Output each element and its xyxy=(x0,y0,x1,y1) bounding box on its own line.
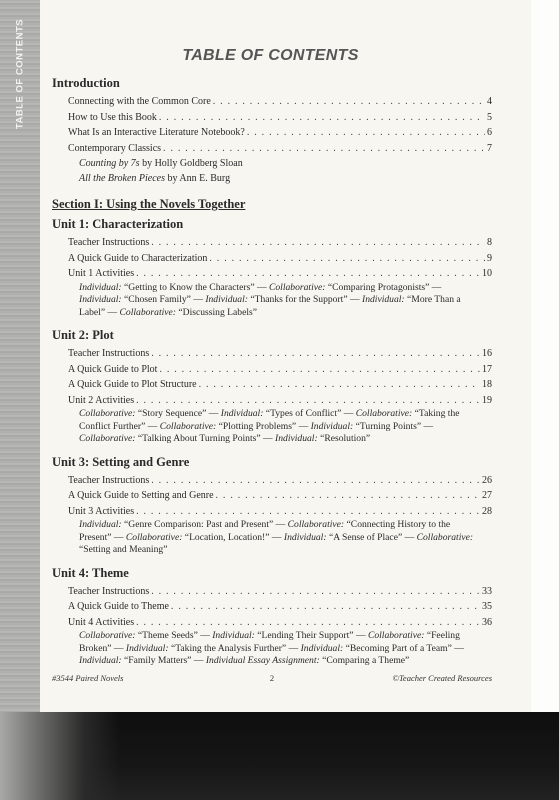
dot-leader xyxy=(247,125,485,141)
toc-entry[interactable] xyxy=(52,125,492,141)
activity-type: Collaborative: xyxy=(159,420,217,432)
activity-type: Individual Essay Assignment: xyxy=(205,655,320,666)
activity-name: “Taking the Conflict Further” — xyxy=(79,408,460,432)
activity-type: Individual: xyxy=(79,281,122,293)
activity-type: Collaborative: xyxy=(268,281,326,293)
entry-page-number: 18 xyxy=(482,379,492,390)
dot-leader xyxy=(159,110,485,126)
activity-name: “Turning Points” — xyxy=(353,420,434,432)
footer-publisher: ©Teacher Created Resources xyxy=(392,673,492,683)
dot-leader xyxy=(209,251,485,267)
entry-page-number: 26 xyxy=(482,474,492,486)
book-author: by Holly Goldberg Sloan xyxy=(139,158,243,169)
dot-leader xyxy=(136,266,480,282)
entry-page-number: 27 xyxy=(482,490,492,501)
page-title: TABLE OF CONTENTS xyxy=(182,47,359,64)
entry-page-number: 33 xyxy=(482,585,492,597)
activity-name: “More Than a Label” — xyxy=(79,294,461,318)
entry-page-number: 7 xyxy=(487,142,492,154)
toc-unit-3 xyxy=(52,454,492,557)
activity-type: Collaborative: xyxy=(367,630,425,641)
entry-page-number: 19 xyxy=(482,394,492,406)
scan-margin xyxy=(531,0,559,712)
section-heading: Section I: Using the Novels Together xyxy=(52,197,246,211)
activity-name: “Family Matters” — xyxy=(121,655,206,666)
dot-leader xyxy=(136,393,480,409)
dot-leader xyxy=(151,584,480,600)
toc-entry[interactable] xyxy=(52,266,492,282)
toc-heading: Introduction xyxy=(52,76,120,90)
entry-label: A Quick Guide to Plot Structure xyxy=(68,379,197,390)
dot-leader xyxy=(159,362,480,378)
activity-name: “Talking About Turning Points” — xyxy=(135,433,276,444)
activity-type: Collaborative: xyxy=(416,531,474,543)
entry-label: Teacher Instructions xyxy=(68,474,150,486)
dot-leader xyxy=(136,615,480,631)
entry-label: Unit 3 Activities xyxy=(68,505,135,517)
dot-leader xyxy=(163,141,485,157)
activity-name: “Chosen Family” — xyxy=(121,294,206,305)
activity-name: “Comparing a Theme” xyxy=(319,655,410,666)
book-title: Counting by 7s xyxy=(79,158,140,169)
entry-page-number: 4 xyxy=(487,96,492,107)
entry-label: A Quick Guide to Setting and Genre xyxy=(68,490,214,501)
entry-page-number: 35 xyxy=(482,601,492,612)
featured-book xyxy=(52,156,492,171)
entry-label: A Quick Guide to Theme xyxy=(68,601,169,612)
entry-page-number: 36 xyxy=(482,616,492,628)
toc-entry[interactable] xyxy=(52,110,492,126)
spine-tab xyxy=(0,0,40,712)
activity-name: “Becoming Part of a Team” — xyxy=(343,642,464,654)
toc-entry[interactable] xyxy=(52,584,492,600)
activity-type: Individual: xyxy=(300,642,344,654)
dot-leader xyxy=(151,473,480,489)
activity-name: “Theme Seeds” — xyxy=(135,630,213,641)
entry-page-number: 17 xyxy=(482,363,492,375)
toc-section-heading xyxy=(52,196,492,212)
entry-label: Teacher Instructions xyxy=(68,348,150,359)
toc-entry[interactable] xyxy=(52,615,492,631)
entry-page-number: 6 xyxy=(487,127,492,138)
scan-background xyxy=(0,712,559,800)
toc-content xyxy=(52,75,492,668)
entry-label: Teacher Instructions xyxy=(68,585,150,597)
entry-label: Connecting with the Common Core xyxy=(68,96,211,107)
activity-type: Individual: xyxy=(362,294,405,305)
page-number: 2 xyxy=(269,673,275,683)
activity-type: Individual: xyxy=(79,519,122,530)
toc-entry[interactable] xyxy=(52,94,492,110)
activity-name: “Getting to Know the Characters” — xyxy=(121,281,269,293)
entry-label: How to Use this Book xyxy=(68,111,157,123)
toc-entry[interactable] xyxy=(52,504,492,520)
activity-type: Collaborative: xyxy=(287,519,345,530)
unit-activities xyxy=(52,630,492,668)
entry-label: Teacher Instructions xyxy=(68,237,150,248)
toc-entry[interactable] xyxy=(52,377,492,393)
entry-page-number: 9 xyxy=(487,252,492,264)
book-title: All the Broken Pieces xyxy=(79,173,165,184)
entry-label: Contemporary Classics xyxy=(68,142,162,154)
activity-name: “A Sense of Place” — xyxy=(326,531,417,543)
spine-label: TABLE OF CONTENTS xyxy=(14,18,26,130)
toc-entry[interactable] xyxy=(52,141,492,157)
toc-unit-1 xyxy=(52,216,492,319)
activity-name: “Feeling Broken” — xyxy=(79,630,460,654)
activity-name: “Plotting Problems” — xyxy=(216,420,311,432)
toc-entry[interactable] xyxy=(52,393,492,409)
activity-type: Individual: xyxy=(283,531,327,543)
toc-introduction xyxy=(52,75,492,186)
activity-type: Collaborative: xyxy=(79,408,136,419)
activity-type: Collaborative: xyxy=(355,408,413,419)
activity-type: Collaborative: xyxy=(119,306,176,318)
activity-name: “Setting and Meaning” xyxy=(79,544,168,555)
entry-label: A Quick Guide to Characterization xyxy=(68,252,208,264)
toc-entry[interactable] xyxy=(52,346,492,362)
dot-leader xyxy=(199,377,480,393)
toc-entry[interactable] xyxy=(52,235,492,251)
dot-leader xyxy=(171,599,480,615)
unit-heading: Unit 1: Characterization xyxy=(52,217,184,231)
activity-name: “Genre Comparison: Past and Present” — xyxy=(121,519,288,530)
unit-activities xyxy=(52,282,492,320)
activity-name: “Location, Location!” — xyxy=(182,531,284,543)
activity-name: “Taking the Analysis Further” — xyxy=(168,642,301,654)
toc-entry[interactable] xyxy=(52,362,492,378)
toc-entry[interactable] xyxy=(52,599,492,615)
unit-heading: Unit 4: Theme xyxy=(52,565,129,580)
toc-unit-4 xyxy=(52,565,492,668)
activity-name: “Resolution” xyxy=(317,433,371,444)
entry-label: Unit 2 Activities xyxy=(68,394,135,406)
activity-type: Individual: xyxy=(79,655,122,666)
activity-type: Collaborative: xyxy=(79,630,136,641)
entry-label: Unit 4 Activities xyxy=(68,616,135,628)
activity-name: “Lending Their Support” — xyxy=(254,630,368,641)
dot-leader xyxy=(151,346,480,362)
toc-entry[interactable] xyxy=(52,473,492,489)
dot-leader xyxy=(136,504,480,520)
activity-type: Individual: xyxy=(275,433,318,444)
activity-type: Collaborative: xyxy=(125,531,183,543)
book-author: by Ann E. Burg xyxy=(164,173,231,184)
entry-page-number: 28 xyxy=(482,505,492,517)
toc-entry[interactable] xyxy=(52,488,492,504)
unit-activities xyxy=(52,519,492,557)
activity-type: Individual: xyxy=(79,294,122,305)
entry-page-number: 16 xyxy=(482,348,492,359)
unit-heading: Unit 3: Setting and Genre xyxy=(52,454,190,469)
activity-type: Collaborative: xyxy=(79,433,136,444)
toc-unit-2 xyxy=(52,327,492,446)
entry-page-number: 5 xyxy=(487,111,492,123)
activity-name: “Connecting History to the Present” — xyxy=(79,519,451,543)
dot-leader xyxy=(213,94,485,110)
entry-page-number: 10 xyxy=(482,268,492,279)
activity-name: “Types of Conflict” — xyxy=(263,408,356,419)
activity-name: “Story Sequence” — xyxy=(135,408,221,419)
activity-type: Individual: xyxy=(220,408,264,419)
footer-book-number: #3544 Paired Novels xyxy=(52,673,124,683)
activity-name: “Thanks for the Support” — xyxy=(247,294,362,305)
unit-activities xyxy=(52,408,492,446)
featured-book xyxy=(52,171,492,186)
unit-heading: Unit 2: Plot xyxy=(52,328,114,342)
activity-type: Individual: xyxy=(205,294,248,305)
dot-leader xyxy=(151,235,485,251)
entry-page-number: 8 xyxy=(487,237,492,248)
dot-leader xyxy=(216,488,480,504)
activity-name: “Discussing Labels” xyxy=(176,306,257,318)
activity-type: Individual: xyxy=(125,642,169,654)
activity-name: “Comparing Protagonists” — xyxy=(325,281,442,293)
entry-label: A Quick Guide to Plot xyxy=(68,363,158,375)
activity-type: Individual: xyxy=(212,630,255,641)
toc-entry[interactable] xyxy=(52,251,492,267)
entry-label: What Is an Interactive Literature Notebook? xyxy=(68,127,245,138)
activity-type: Individual: xyxy=(310,420,354,432)
entry-label: Unit 1 Activities xyxy=(68,268,135,279)
